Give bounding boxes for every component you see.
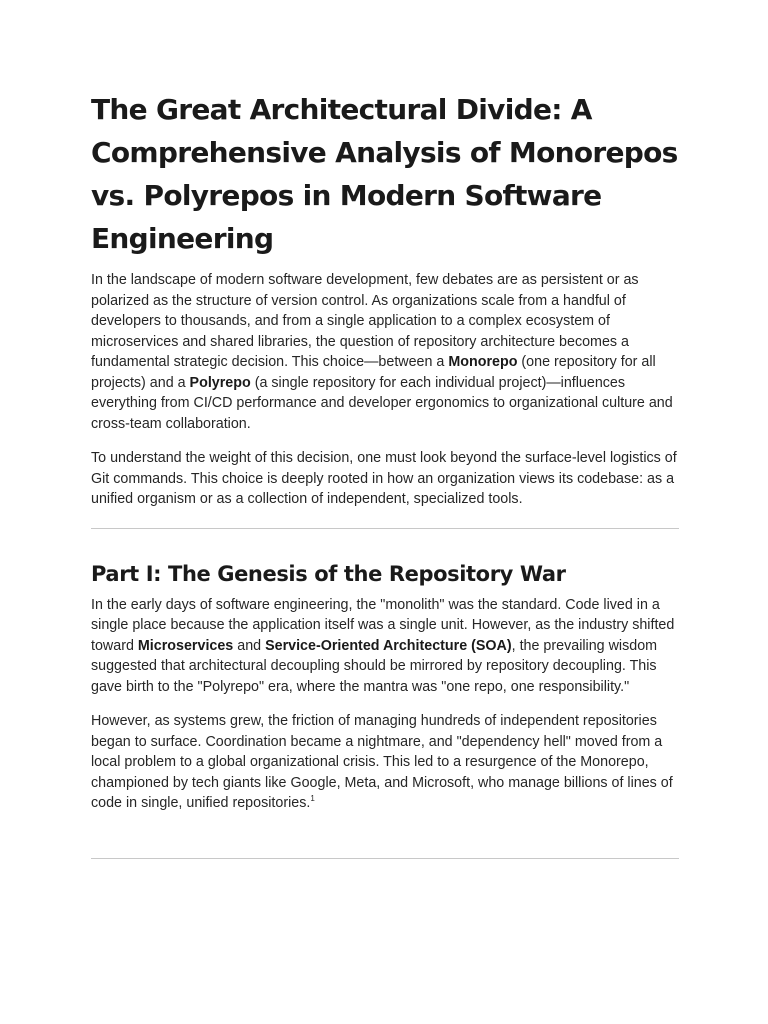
intro-p1-text-2: (one repository for all projects) and a xyxy=(91,354,656,391)
document-title: The Great Architectural Divide: A Comprehensive Analysis of Monorepos vs. Polyrepos in Modern Software Engineering xyxy=(91,93,678,255)
part1-paragraph-2 xyxy=(91,711,679,814)
part1-p2-text: However, as systems grew, the friction of managing hundreds of independent repositories began to surface. Coordination became a nightmare, and "dependency hell" moved from a local problem to a global organizational crisis. This led to a resurgence of the Monorepo, championed by tech giants like Google, Meta, and Microsoft, who manage billions of lines of code in single, unified repositories. xyxy=(91,713,673,811)
part1-p1-text-1: In the early days of software engineering, the "monolith" was the standard. Code lived in a single place because the application itself was a single unit. However, as the industry shifted toward xyxy=(91,596,675,654)
term-microservices: Microservices xyxy=(137,637,234,654)
section-divider-end xyxy=(91,858,679,859)
part1-p1-text-3: , the prevailing wisdom suggested that architectural decoupling should be mirrored by repository decoupling. This gave birth to the "Polyrepo" era, where the mantra was "one repo, one responsibility." xyxy=(91,637,658,695)
term-polyrepo: Polyrepo xyxy=(189,374,251,391)
section-heading-part-1: Part I: The Genesis of the Repository War xyxy=(91,561,566,586)
term-soa: Service-Oriented Architecture (SOA) xyxy=(265,637,512,654)
term-monorepo: Monorepo xyxy=(448,354,518,370)
intro-p1-text-3: (a single repository for each individual project)—influences everything from CI/CD performance and developer ergonomics to organizational culture and cross-team collaboration. xyxy=(91,374,673,432)
part1-p1-text-2: and xyxy=(233,637,266,654)
intro-paragraph-1 xyxy=(91,270,679,434)
document-page xyxy=(91,88,679,859)
section-divider xyxy=(91,528,679,529)
intro-p1-text-1: In the landscape of modern software development, few debates are as persistent or as polarized as the structure of version control. As organizations scale from a handful of developers to thousands, and from a single application to a complex ecosystem of microservices and shared libraries, the question of repository architecture becomes a fundamental strategic decision. This choice—between a xyxy=(91,272,639,370)
part1-paragraph-1 xyxy=(91,595,679,698)
footnote-marker[interactable]: 1 xyxy=(310,794,315,804)
intro-paragraph-2: To understand the weight of this decision, one must look beyond the surface-level logistics of Git commands. This choice is deeply rooted in how an organization views its codebase: as a unified organism or as a collection of independent, specialized tools. xyxy=(91,450,677,507)
